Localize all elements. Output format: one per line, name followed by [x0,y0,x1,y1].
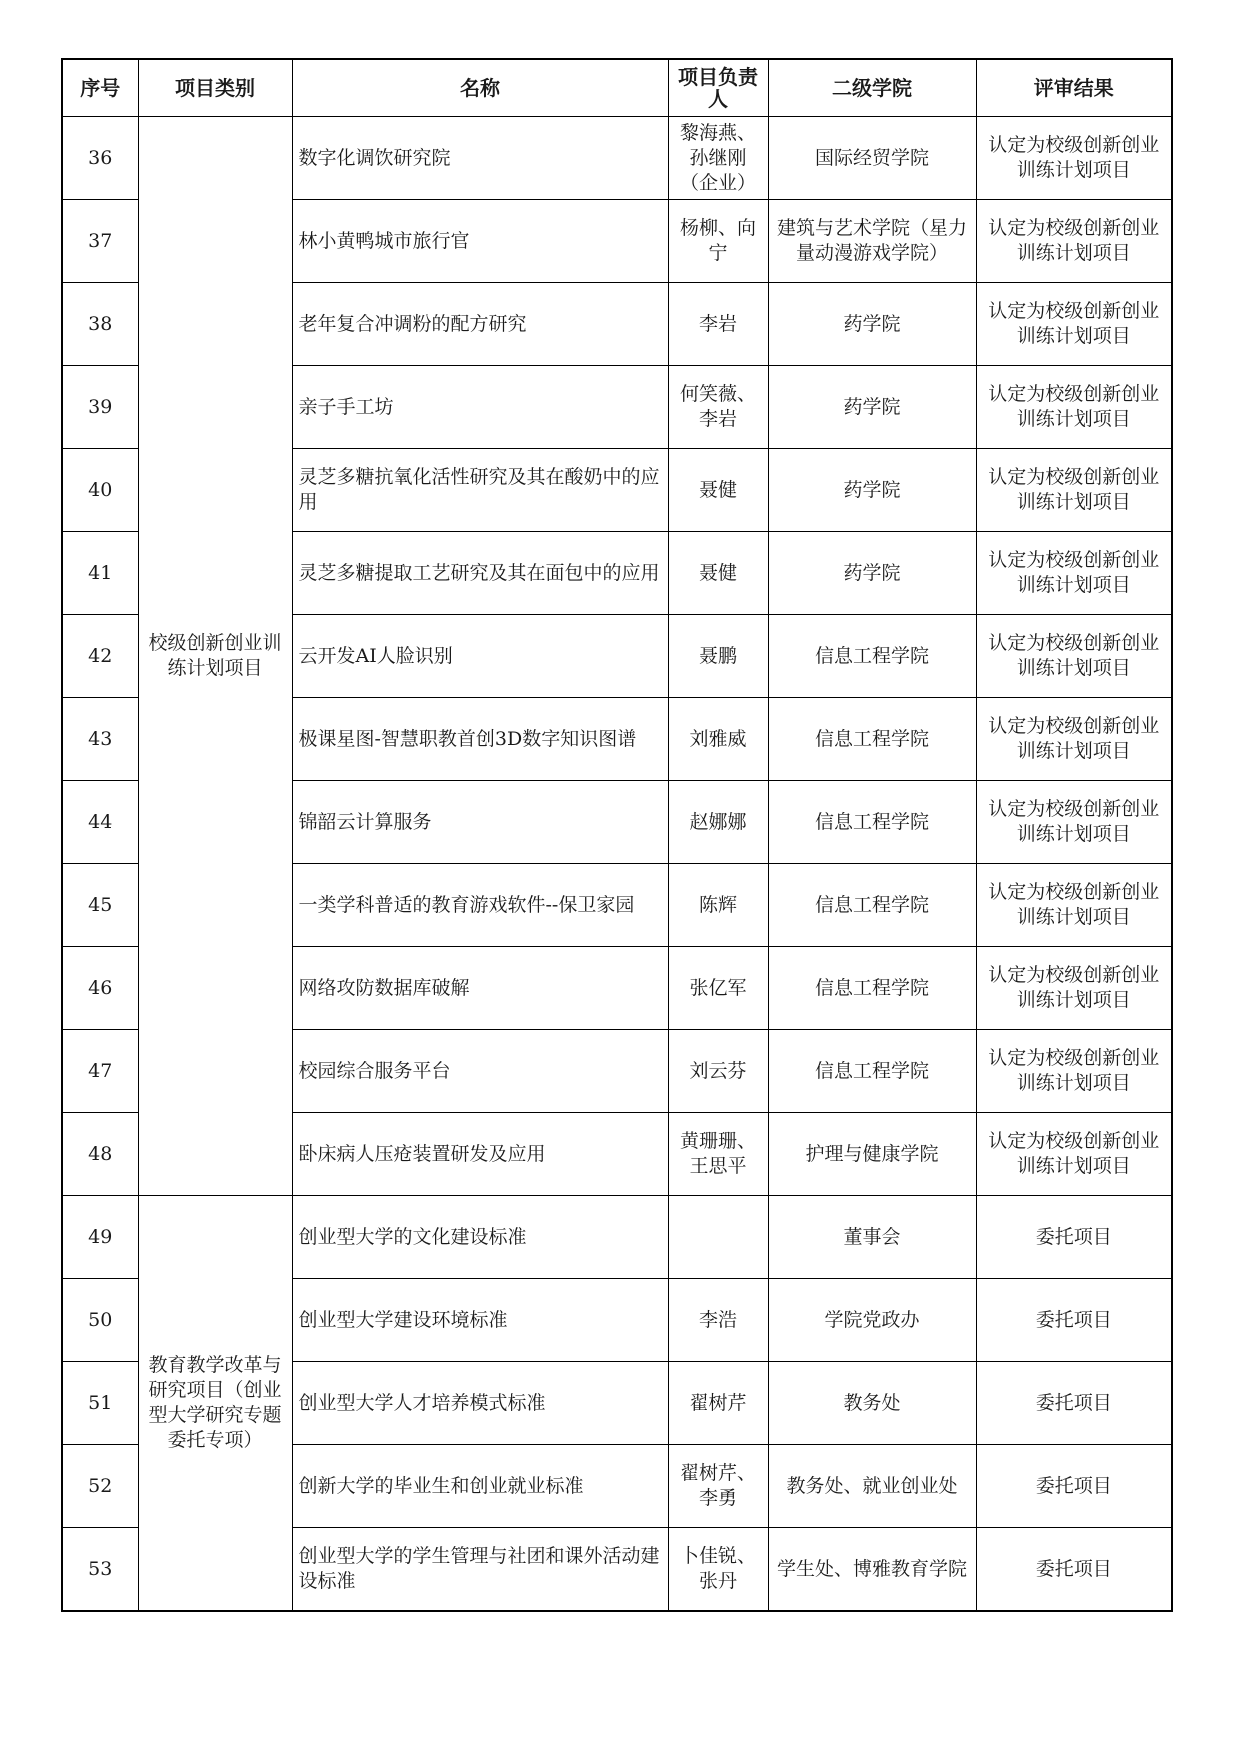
cell-college: 董事会 [768,1196,976,1279]
cell-college: 药学院 [768,283,976,366]
cell-seq: 44 [62,781,138,864]
cell-leader: 何笑薇、李岩 [668,366,768,449]
cell-result: 认定为校级创新创业训练计划项目 [976,1030,1172,1113]
cell-category: 校级创新创业训练计划项目 [138,117,292,1196]
cell-seq: 53 [62,1528,138,1612]
cell-seq: 51 [62,1362,138,1445]
cell-leader [668,1196,768,1279]
cell-result: 委托项目 [976,1362,1172,1445]
header-leader: 项目负责人 [668,59,768,117]
cell-name: 老年复合冲调粉的配方研究 [292,283,668,366]
cell-seq: 36 [62,117,138,200]
cell-leader: 陈辉 [668,864,768,947]
cell-leader: 李浩 [668,1279,768,1362]
cell-name: 灵芝多糖提取工艺研究及其在面包中的应用 [292,532,668,615]
project-table [61,58,1173,1612]
cell-leader: 黄珊珊、王思平 [668,1113,768,1196]
cell-leader: 卜佳锐、张丹 [668,1528,768,1612]
cell-result: 认定为校级创新创业训练计划项目 [976,698,1172,781]
cell-result: 委托项目 [976,1196,1172,1279]
cell-college: 信息工程学院 [768,947,976,1030]
cell-leader: 翟树芹、李勇 [668,1445,768,1528]
cell-college: 建筑与艺术学院（星力量动漫游戏学院） [768,200,976,283]
cell-result: 认定为校级创新创业训练计划项目 [976,947,1172,1030]
cell-name: 校园综合服务平台 [292,1030,668,1113]
cell-result: 认定为校级创新创业训练计划项目 [976,366,1172,449]
cell-leader: 杨柳、向宁 [668,200,768,283]
cell-result: 认定为校级创新创业训练计划项目 [976,532,1172,615]
cell-seq: 46 [62,947,138,1030]
cell-college: 信息工程学院 [768,1030,976,1113]
cell-seq: 50 [62,1279,138,1362]
header-result: 评审结果 [976,59,1172,117]
cell-seq: 37 [62,200,138,283]
header-category: 项目类别 [138,59,292,117]
cell-result: 委托项目 [976,1445,1172,1528]
cell-result: 认定为校级创新创业训练计划项目 [976,449,1172,532]
cell-seq: 41 [62,532,138,615]
cell-leader: 聂鹏 [668,615,768,698]
cell-result: 认定为校级创新创业训练计划项目 [976,864,1172,947]
cell-college: 教务处、就业创业处 [768,1445,976,1528]
cell-name: 创业型大学的文化建设标准 [292,1196,668,1279]
cell-name: 林小黄鸭城市旅行官 [292,200,668,283]
cell-category: 教育教学改革与研究项目（创业型大学研究专题委托专项） [138,1196,292,1612]
cell-leader: 李岩 [668,283,768,366]
cell-seq: 43 [62,698,138,781]
table-body [62,117,1172,1612]
cell-college: 护理与健康学院 [768,1113,976,1196]
table-row [62,1196,1172,1279]
cell-result: 委托项目 [976,1528,1172,1612]
cell-name: 创业型大学建设环境标准 [292,1279,668,1362]
header-name: 名称 [292,59,668,117]
cell-college: 信息工程学院 [768,615,976,698]
cell-college: 信息工程学院 [768,781,976,864]
cell-name: 创新大学的毕业生和创业就业标准 [292,1445,668,1528]
cell-name: 创业型大学的学生管理与社团和课外活动建设标准 [292,1528,668,1612]
cell-name: 创业型大学人才培养模式标准 [292,1362,668,1445]
cell-seq: 47 [62,1030,138,1113]
cell-college: 药学院 [768,449,976,532]
cell-seq: 45 [62,864,138,947]
cell-result: 认定为校级创新创业训练计划项目 [976,781,1172,864]
cell-leader: 刘雅威 [668,698,768,781]
cell-seq: 48 [62,1113,138,1196]
cell-name: 亲子手工坊 [292,366,668,449]
cell-name: 灵芝多糖抗氧化活性研究及其在酸奶中的应用 [292,449,668,532]
cell-college: 药学院 [768,532,976,615]
cell-leader: 赵娜娜 [668,781,768,864]
cell-result: 认定为校级创新创业训练计划项目 [976,615,1172,698]
cell-name: 卧床病人压疮装置研发及应用 [292,1113,668,1196]
cell-college: 教务处 [768,1362,976,1445]
cell-seq: 49 [62,1196,138,1279]
cell-seq: 52 [62,1445,138,1528]
table-row [62,117,1172,200]
cell-name: 极课星图-智慧职教首创3D数字知识图谱 [292,698,668,781]
cell-leader: 聂健 [668,532,768,615]
cell-leader: 张亿军 [668,947,768,1030]
header-college: 二级学院 [768,59,976,117]
cell-college: 学生处、博雅教育学院 [768,1528,976,1612]
cell-college: 信息工程学院 [768,698,976,781]
header-row [62,59,1172,117]
cell-name: 锦韶云计算服务 [292,781,668,864]
header-seq: 序号 [62,59,138,117]
cell-name: 数字化调饮研究院 [292,117,668,200]
cell-result: 认定为校级创新创业训练计划项目 [976,200,1172,283]
cell-name: 一类学科普适的教育游戏软件--保卫家园 [292,864,668,947]
cell-college: 药学院 [768,366,976,449]
cell-seq: 38 [62,283,138,366]
cell-result: 认定为校级创新创业训练计划项目 [976,1113,1172,1196]
cell-name: 云开发AI人脸识别 [292,615,668,698]
cell-name: 网络攻防数据库破解 [292,947,668,1030]
cell-college: 学院党政办 [768,1279,976,1362]
cell-result: 委托项目 [976,1279,1172,1362]
cell-college: 信息工程学院 [768,864,976,947]
cell-seq: 39 [62,366,138,449]
cell-leader: 刘云芬 [668,1030,768,1113]
cell-result: 认定为校级创新创业训练计划项目 [976,117,1172,200]
cell-seq: 40 [62,449,138,532]
cell-leader: 聂健 [668,449,768,532]
cell-college: 国际经贸学院 [768,117,976,200]
cell-leader: 翟树芹 [668,1362,768,1445]
cell-leader: 黎海燕、孙继刚（企业） [668,117,768,200]
cell-result: 认定为校级创新创业训练计划项目 [976,283,1172,366]
cell-seq: 42 [62,615,138,698]
